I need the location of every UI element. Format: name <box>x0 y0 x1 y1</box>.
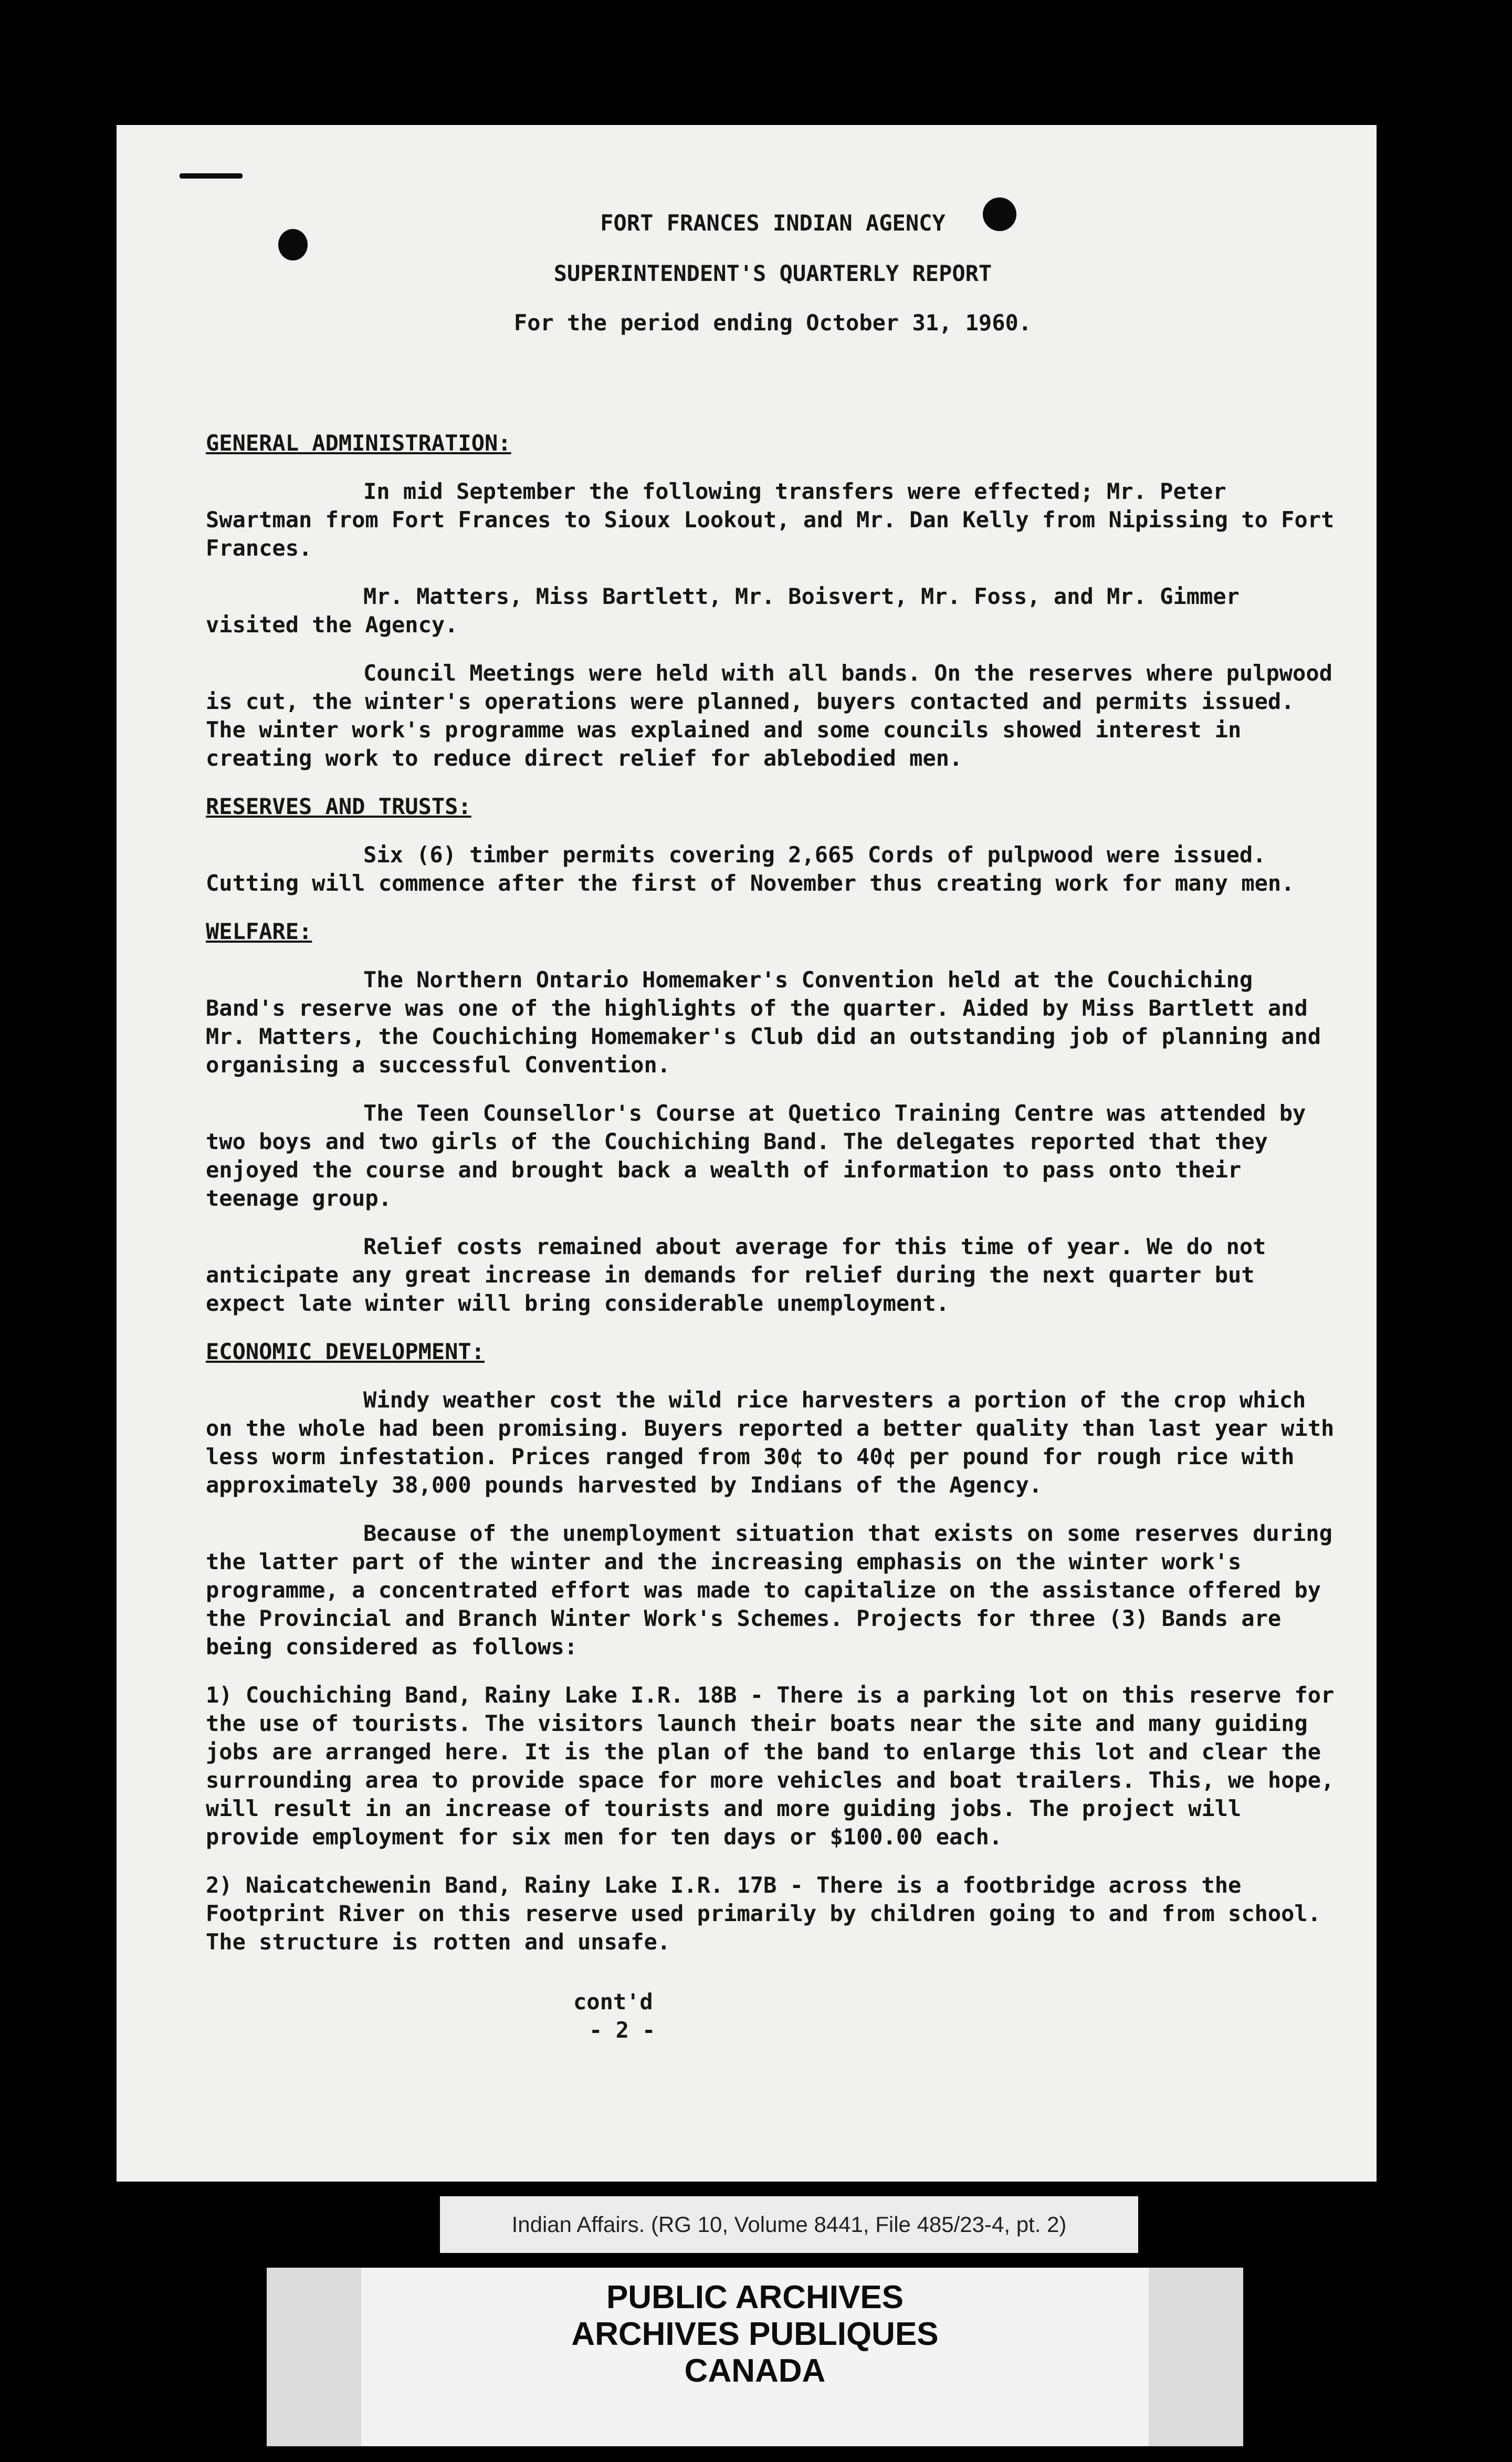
continued-note: cont'd <box>573 1989 653 2015</box>
ink-smudge <box>180 173 243 179</box>
paragraph: Relief costs remained about average for this time of year. We do not anticipate any great increase in demands for relief during the next quarter but expect late winter will bring considerable unemployment. <box>206 1234 1266 1316</box>
paragraph: The Teen Counsellor's Course at Quetico Training Centre was attended by two boys and two girls of the Couchiching Band. The delegates reported that they enjoyed the course and brought back a wealth of information to pass onto their teenage group. <box>206 1100 1306 1211</box>
stamp-line: CANADA <box>684 2353 826 2389</box>
paragraph: The Northern Ontario Homemaker's Convention held at the Couchiching Band's reserve was one of the highlights of the quarter. Aided by Miss Bartlett and Mr. Matters, the Couchiching Homemaker's Club did an outstanding job of planning and organising a successful Convention. <box>206 967 1321 1078</box>
archive-stamp <box>267 2268 1243 2446</box>
project-item: 1) Couchiching Band, Rainy Lake I.R. 18B - There is a parking lot on this reserve for the use of tourists. The visitors launch their boats near the site and many guiding jobs are arranged here. It is the plan of the band to enlarge this lot and clear the surrounding area to provide space for more vehicles and boat trailers. This, we hope, will result in an increase of tourists and more guiding jobs. The project will provide employment for six men for ten days or $100.00 each. <box>206 1682 1335 1850</box>
paragraph: Mr. Matters, Miss Bartlett, Mr. Boisvert, Mr. Foss, and Mr. Gimmer visited the Agency. <box>206 583 1240 638</box>
stamp-line: ARCHIVES PUBLIQUES <box>571 2316 939 2352</box>
section-heading-general-administration: GENERAL ADMINISTRATION: <box>206 430 511 456</box>
agency-heading: FORT FRANCES INDIAN AGENCY <box>600 210 946 236</box>
stamp-line: PUBLIC ARCHIVES <box>606 2279 904 2315</box>
section-heading-economic-development: ECONOMIC DEVELOPMENT: <box>206 1339 485 1364</box>
section-heading-reserves-trusts: RESERVES AND TRUSTS: <box>206 794 471 819</box>
document-body <box>206 188 1340 2044</box>
paragraph: Because of the unemployment situation that exists on some reserves during the latter part of the winter and the increasing emphasis on the winter work's programme, a concentrated effort was made to capitalize on the assistance offered by the Provincial and Branch Winter Work's Schemes. Projects for three (3) Bands are being considered as follows: <box>206 1520 1332 1660</box>
section-heading-welfare: WELFARE: <box>206 919 312 944</box>
project-item: 2) Naicatchewenin Band, Rainy Lake I.R. 17B - There is a footbridge across the Footprint River on this reserve used primarily by children going to and from school. The structure is rotten and unsafe. <box>206 1872 1321 1955</box>
report-period: For the period ending October 31, 1960. <box>513 310 1032 336</box>
paragraph: Six (6) timber permits covering 2,665 Cords of pulpwood were issued. Cutting will commence after the first of November thus creating work for many men. <box>206 842 1295 896</box>
paragraph: Windy weather cost the wild rice harvesters a portion of the crop which on the whole had been promising. Buyers reported a better quality than last year with less worm infestation. Prices ranged from 30¢ to 40¢ per pound for rough rice with approximately 38,000 pounds harvested by Indians of the Agency. <box>206 1387 1335 1498</box>
page-number: - 2 - <box>589 2017 656 2043</box>
paragraph: Council Meetings were held with all bands. On the reserves where pulpwood is cut, the winter's operations were planned, buyers contacted and permits issued. The winter work's programme was explained and some councils showed interest in creating work to reduce direct relief for ablebodied men. <box>206 660 1332 771</box>
document-page <box>117 125 1377 2182</box>
archive-reference-label: Indian Affairs. (RG 10, Volume 8441, File 485/23-4, pt. 2) <box>440 2196 1138 2253</box>
paragraph: In mid September the following transfers were effected; Mr. Peter Swartman from Fort Frances to Sioux Lookout, and Mr. Dan Kelly from Nipissing to Fort Frances. <box>206 478 1335 561</box>
report-title: SUPERINTENDENT'S QUARTERLY REPORT <box>553 260 992 286</box>
